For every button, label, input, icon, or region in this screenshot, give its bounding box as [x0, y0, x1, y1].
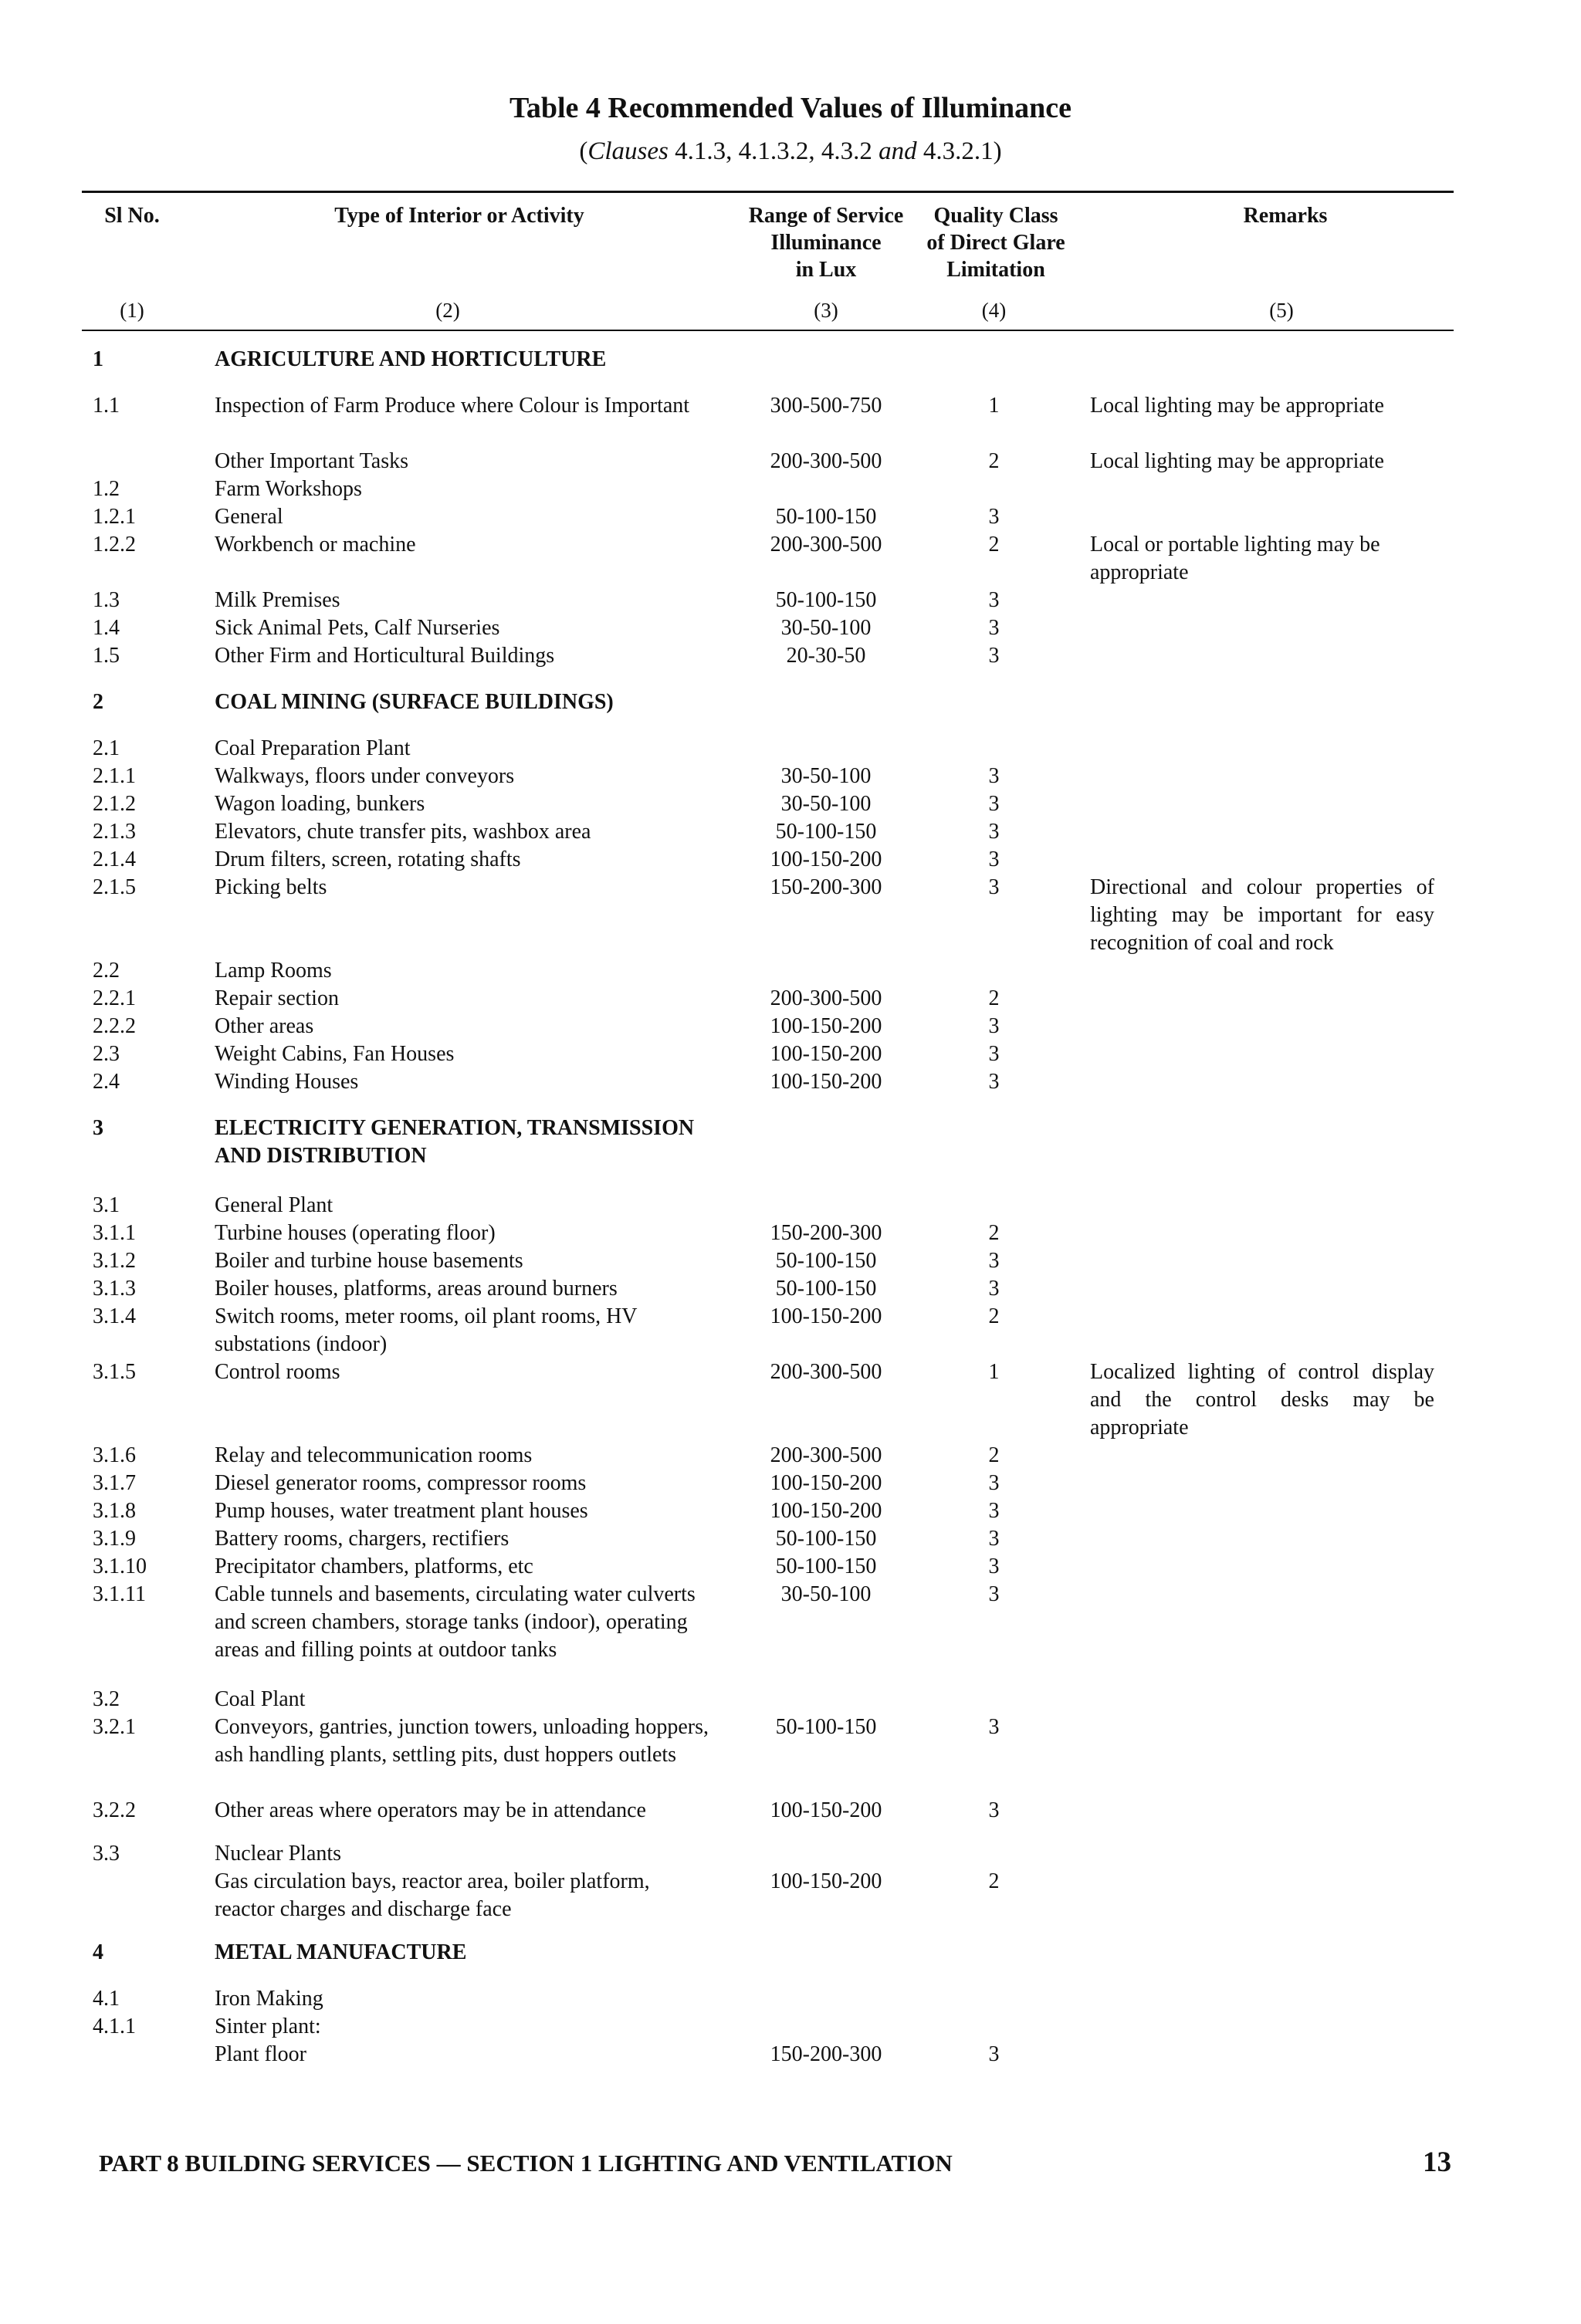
- glare-class-cell: 2: [988, 533, 1000, 556]
- illuminance-range-cell: 50-100-150: [775, 1527, 877, 1551]
- glare-class-cell: 2: [988, 1443, 1000, 1467]
- glare-class-cell: 1: [988, 394, 1000, 418]
- subtitle-and-word: and: [879, 137, 917, 165]
- subtitle-clauses-word: Clauses: [587, 137, 669, 165]
- illuminance-range-cell: 100-150-200: [770, 1869, 882, 1893]
- illuminance-range-cell: 50-100-150: [775, 1554, 877, 1578]
- sl-no-cell: 1.2.2: [93, 533, 136, 556]
- illuminance-range-cell: 100-150-200: [770, 1014, 882, 1038]
- glare-class-cell: 2: [988, 986, 1000, 1010]
- glare-class-cell: 3: [988, 1277, 1000, 1301]
- illuminance-range-cell: 100-150-200: [770, 1798, 882, 1822]
- sl-no-cell: 3.2.2: [93, 1798, 136, 1822]
- illuminance-range-cell: 150-200-300: [770, 1221, 882, 1245]
- subtitle-clause-list-a: 4.1.3, 4.1.3.2, 4.3.2: [668, 137, 879, 165]
- sl-no-cell: 1.5: [93, 644, 120, 668]
- illuminance-range-cell: 300-500-750: [770, 394, 882, 418]
- sl-no-cell: 3.2: [93, 1687, 120, 1711]
- sl-no-cell: 3.1.6: [93, 1443, 136, 1467]
- illuminance-range-cell: 100-150-200: [770, 1042, 882, 1066]
- sl-no-cell: 2.1: [93, 736, 120, 760]
- subtitle-prefix: (: [579, 137, 588, 165]
- sl-no-cell: 1.4: [93, 616, 120, 640]
- illuminance-range-cell: 50-100-150: [775, 1715, 877, 1739]
- sl-no-cell: 2.1.5: [93, 875, 136, 899]
- activity-cell: COAL MINING (SURFACE BUILDINGS): [215, 690, 614, 714]
- illuminance-range-cell: 50-100-150: [775, 1277, 877, 1301]
- sl-no-cell: 3.1.4: [93, 1304, 136, 1328]
- table-top-rule: [82, 191, 1454, 193]
- illuminance-range-cell: 100-150-200: [770, 1070, 882, 1094]
- activity-cell: AGRICULTURE AND HORTICULTURE: [215, 347, 607, 371]
- activity-cell: Gas circulation bays, reactor area, boiler platform, reactor charges and discharge face: [215, 1869, 650, 1921]
- activity-cell: Sinter plant:: [215, 2014, 321, 2038]
- activity-cell: Turbine houses (operating floor): [215, 1221, 496, 1245]
- activity-cell: Other Important Tasks: [215, 449, 409, 473]
- glare-class-cell: 3: [988, 616, 1000, 640]
- activity-cell: Sick Animal Pets, Calf Nurseries: [215, 616, 500, 640]
- glare-class-cell: 3: [988, 1527, 1000, 1551]
- table-title: Table 4 Recommended Values of Illuminance: [509, 92, 1072, 124]
- sl-no-cell: 3.1.1: [93, 1221, 136, 1245]
- activity-cell: General Plant: [215, 1193, 333, 1217]
- sl-no-cell: 3.1.10: [93, 1554, 147, 1578]
- activity-cell: Picking belts: [215, 875, 327, 899]
- header-sl-no: Sl No.: [104, 204, 160, 228]
- subtitle-clause-list-b: 4.3.2.1): [916, 137, 1002, 165]
- glare-class-cell: 3: [988, 1014, 1000, 1038]
- sl-no-cell: 3.1.5: [93, 1360, 136, 1384]
- illuminance-range-cell: 50-100-150: [775, 505, 877, 529]
- illuminance-range-cell: 50-100-150: [775, 820, 877, 844]
- activity-cell: METAL MANUFACTURE: [215, 1940, 467, 1964]
- sl-no-cell: 2.2.1: [93, 986, 136, 1010]
- sl-no-cell: 1.3: [93, 588, 120, 612]
- col-number-2: (2): [435, 299, 460, 322]
- illuminance-range-cell: 200-300-500: [770, 1360, 882, 1384]
- illuminance-range-cell: 50-100-150: [775, 1249, 877, 1273]
- glare-class-cell: 3: [988, 588, 1000, 612]
- activity-cell: Wagon loading, bunkers: [215, 792, 425, 816]
- remarks-cell: Local lighting may be appropriate: [1090, 449, 1384, 473]
- activity-cell: Elevators, chute transfer pits, washbox area: [215, 820, 591, 844]
- sl-no-cell: 4.1.1: [93, 2014, 136, 2038]
- illuminance-range-cell: 200-300-500: [770, 986, 882, 1010]
- activity-cell: Boiler houses, platforms, areas around burners: [215, 1277, 618, 1301]
- activity-cell: Repair section: [215, 986, 339, 1010]
- activity-cell: Boiler and turbine house basements: [215, 1249, 523, 1273]
- activity-cell: Precipitator chambers, platforms, etc: [215, 1554, 533, 1578]
- glare-class-cell: 3: [988, 875, 1000, 899]
- glare-class-cell: 3: [988, 1715, 1000, 1739]
- glare-class-cell: 3: [988, 1499, 1000, 1523]
- sl-no-cell: 1: [93, 347, 103, 371]
- sl-no-cell: 2.1.3: [93, 820, 136, 844]
- sl-no-cell: 1.2: [93, 477, 120, 501]
- sl-no-cell: 1.2.1: [93, 505, 136, 529]
- activity-cell: Farm Workshops: [215, 477, 362, 501]
- glare-class-cell: 3: [988, 1471, 1000, 1495]
- sl-no-cell: 3.1.8: [93, 1499, 136, 1523]
- col-number-4: (4): [981, 299, 1007, 322]
- activity-cell: Milk Premises: [215, 588, 340, 612]
- activity-cell: Inspection of Farm Produce where Colour is Important: [215, 394, 690, 418]
- activity-cell: Plant floor: [215, 2042, 306, 2066]
- activity-cell: Other areas where operators may be in attendance: [215, 1798, 646, 1822]
- header-bottom-rule: [82, 330, 1454, 331]
- glare-class-cell: 3: [988, 505, 1000, 529]
- glare-class-cell: 2: [988, 449, 1000, 473]
- header-range: Range of Service Illuminance in Lux: [748, 204, 904, 282]
- illuminance-range-cell: 150-200-300: [770, 875, 882, 899]
- sl-no-cell: 2.1.2: [93, 792, 136, 816]
- illuminance-range-cell: 100-150-200: [770, 1304, 882, 1328]
- activity-cell: Drum filters, screen, rotating shafts: [215, 847, 521, 871]
- activity-cell: Walkways, floors under conveyors: [215, 764, 515, 788]
- illuminance-range-cell: 30-50-100: [780, 1582, 872, 1606]
- sl-no-cell: 1.1: [93, 394, 120, 418]
- glare-class-cell: 3: [988, 792, 1000, 816]
- illuminance-range-cell: 200-300-500: [770, 533, 882, 556]
- header-type: Type of Interior or Activity: [334, 204, 584, 228]
- glare-class-cell: 3: [988, 1249, 1000, 1273]
- activity-cell: Diesel generator rooms, compressor rooms: [215, 1471, 587, 1495]
- glare-class-cell: 2: [988, 1221, 1000, 1245]
- glare-class-cell: 3: [988, 1582, 1000, 1606]
- sl-no-cell: 3.1.3: [93, 1277, 136, 1301]
- glare-class-cell: 2: [988, 1304, 1000, 1328]
- sl-no-cell: 2.1.4: [93, 847, 136, 871]
- activity-cell: Pump houses, water treatment plant houses: [215, 1499, 588, 1523]
- page-number: 13: [1423, 2146, 1451, 2178]
- illuminance-range-cell: 100-150-200: [770, 1471, 882, 1495]
- illuminance-range-cell: 100-150-200: [770, 847, 882, 871]
- sl-no-cell: 2: [93, 690, 103, 714]
- illuminance-range-cell: 30-50-100: [780, 792, 872, 816]
- glare-class-cell: 3: [988, 1554, 1000, 1578]
- glare-class-cell: 3: [988, 820, 1000, 844]
- sl-no-cell: 3: [93, 1116, 103, 1140]
- activity-cell: Workbench or machine: [215, 533, 416, 556]
- glare-class-cell: 3: [988, 847, 1000, 871]
- sl-no-cell: 3.1.9: [93, 1527, 136, 1551]
- illuminance-range-cell: 200-300-500: [770, 1443, 882, 1467]
- illuminance-range-cell: 30-50-100: [780, 616, 872, 640]
- remarks-cell: Local lighting may be appropriate: [1090, 394, 1384, 418]
- remarks-cell: Directional and colour properties of lighting may be important for easy recognition of coal and rock: [1090, 875, 1434, 955]
- glare-class-cell: 3: [988, 1042, 1000, 1066]
- glare-class-cell: 3: [988, 1070, 1000, 1094]
- table-subtitle: [0, 137, 1581, 166]
- remarks-cell: Local or portable lighting may be appropriate: [1090, 533, 1380, 584]
- activity-cell: Lamp Rooms: [215, 959, 332, 983]
- glare-class-cell: 3: [988, 2042, 1000, 2066]
- activity-cell: Switch rooms, meter rooms, oil plant rooms, HV substations (indoor): [215, 1304, 637, 1356]
- sl-no-cell: 2.4: [93, 1070, 120, 1094]
- sl-no-cell: 2.2.2: [93, 1014, 136, 1038]
- activity-cell: Coal Preparation Plant: [215, 736, 411, 760]
- col-number-1: (1): [120, 299, 144, 322]
- glare-class-cell: 3: [988, 1798, 1000, 1822]
- illuminance-range-cell: 20-30-50: [786, 644, 866, 668]
- glare-class-cell: 3: [988, 764, 1000, 788]
- sl-no-cell: 3.1.2: [93, 1249, 136, 1273]
- activity-cell: Coal Plant: [215, 1687, 306, 1711]
- sl-no-cell: 4: [93, 1940, 103, 1964]
- page-footer: PART 8 BUILDING SERVICES — SECTION 1 LIGHTING AND VENTILATION: [99, 2150, 953, 2177]
- illuminance-range-cell: 30-50-100: [780, 764, 872, 788]
- col-number-3: (3): [814, 299, 838, 322]
- activity-cell: Control rooms: [215, 1360, 340, 1384]
- sl-no-cell: 3.1.11: [93, 1582, 146, 1606]
- activity-cell: Battery rooms, chargers, rectifiers: [215, 1527, 510, 1551]
- illuminance-range-cell: 200-300-500: [770, 449, 882, 473]
- activity-cell: Cable tunnels and basements, circulating water culverts and screen chambers, storage tanks (indoor), operating areas and filling points at outdoor tanks: [215, 1582, 696, 1662]
- activity-cell: General: [215, 505, 283, 529]
- remarks-cell: Localized lighting of control display and the control desks may be appropriate: [1090, 1360, 1434, 1439]
- glare-class-cell: 1: [988, 1360, 1000, 1384]
- sl-no-cell: 3.1.7: [93, 1471, 136, 1495]
- sl-no-cell: 2.3: [93, 1042, 120, 1066]
- illuminance-range-cell: 100-150-200: [770, 1499, 882, 1523]
- sl-no-cell: 3.2.1: [93, 1715, 136, 1739]
- activity-cell: Nuclear Plants: [215, 1842, 342, 1866]
- sl-no-cell: 4.1: [93, 1987, 120, 2011]
- activity-cell: Iron Making: [215, 1987, 323, 2011]
- header-quality: Quality Class of Direct Glare Limitation: [926, 204, 1065, 282]
- illuminance-range-cell: 150-200-300: [770, 2042, 882, 2066]
- activity-cell: Other Firm and Horticultural Buildings: [215, 644, 555, 668]
- activity-cell: Relay and telecommunication rooms: [215, 1443, 533, 1467]
- col-number-5: (5): [1269, 299, 1294, 322]
- sl-no-cell: 2.2: [93, 959, 120, 983]
- sl-no-cell: 3.1: [93, 1193, 120, 1217]
- sl-no-cell: 3.3: [93, 1842, 120, 1866]
- activity-cell: Weight Cabins, Fan Houses: [215, 1042, 455, 1066]
- activity-cell: Conveyors, gantries, junction towers, unloading hoppers, ash handling plants, settling pits, dust hoppers outlets: [215, 1715, 709, 1767]
- illuminance-range-cell: 50-100-150: [775, 588, 877, 612]
- activity-cell: ELECTRICITY GENERATION, TRANSMISSION AND DISTRIBUTION: [215, 1116, 695, 1168]
- activity-cell: Winding Houses: [215, 1070, 359, 1094]
- glare-class-cell: 2: [988, 1869, 1000, 1893]
- glare-class-cell: 3: [988, 644, 1000, 668]
- activity-cell: Other areas: [215, 1014, 314, 1038]
- header-remarks: Remarks: [1243, 204, 1328, 228]
- sl-no-cell: 2.1.1: [93, 764, 136, 788]
